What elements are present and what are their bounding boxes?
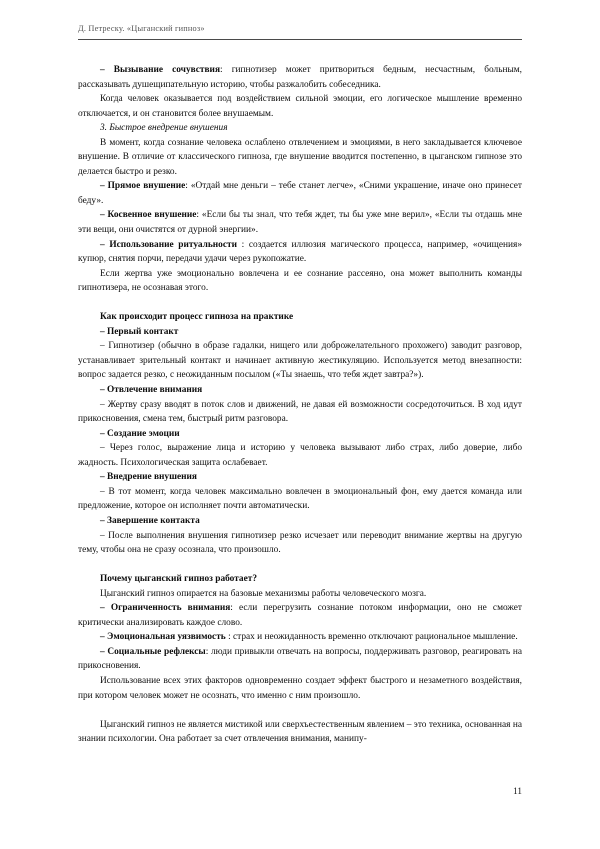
lead-in-ritualnost: – Использование ритуальности — [100, 239, 237, 250]
paragraph-otvlechenie-body: – Жертву сразу вводят в поток слов и движений, не давая ей возможности сосредоточиться. В ход идут прикосновения, смена тем, быстрый ритм разговора. — [78, 399, 522, 425]
paragraph-pervyy-kontakt-body: – Гипнотизер (обычно в образе гадалки, нищего или доброжелательного прохожего) заводит разговор, устанавливает зрительный контакт и начинает активную жестикуляцию. Используется метод внезапности: вопрос задается резко, с неожиданным посылом («Ты знаешь, что тебя ждет завтра?»). — [78, 341, 522, 381]
paragraph-text: : «Отдай мне деньги – тебе станет легче», «Сними украшение, иначе оно принесет беду». — [78, 181, 522, 206]
paragraph-emocionalnaya-uyazvimost — [78, 630, 522, 645]
section-spacer-3 — [78, 703, 522, 718]
paragraph-kosvennoe-vnushenie — [78, 208, 522, 237]
paragraph-vyzyvanie-sochuvstviya — [78, 63, 522, 92]
italic-heading-bystroe-vnedrenie: 3. Быстрое внедрение внушения — [100, 123, 228, 134]
lead-in-kosvennoe: – Косвенное внушение — [100, 210, 197, 221]
lead-in-uyazvimost: – Эмоциональная уязвимость — [100, 632, 226, 643]
header-rule — [78, 39, 522, 40]
paragraph-zhertva-vovlechena: Если жертва уже эмоционально вовлечена и ее сознание рассеяно, она может выполнить команды гипнотизера, не осознавая этого. — [78, 268, 522, 294]
section-spacer-2 — [78, 558, 522, 573]
paragraph-text: : люди привыкли отвечать на вопросы, поддерживать разговор, реагировать на прикосновения. — [78, 646, 522, 672]
section-spacer — [78, 296, 522, 311]
section-heading-pochemu-rabotaet: Почему цыганский гипноз работает? — [100, 574, 258, 585]
subheading-zavershenie-kontakta: – Завершение контакта — [100, 515, 200, 526]
paragraph-sozdanie-emocii-body: – Через голос, выражение лица и историю у человека вызывают либо страх, либо доверие, либо жадность. Психологическая защита ослабевает. — [78, 443, 522, 468]
paragraph-zavershenie-body: – После выполнения внушения гипнотизер резко исчезает или переводит внимание жертвы на другую тему, чтобы она не сразу осознала, что произошло. — [78, 530, 522, 556]
subheading-sozdanie-emocii: – Создание эмоции — [100, 428, 180, 439]
paragraph-ogranichennost-vnimaniya — [78, 601, 522, 630]
paragraph-text: : создается иллюзия магического процесса, например, «очищения» купюр, снятия порчи, передачи удачи через рукопожатие. — [78, 239, 522, 265]
running-head: Д. Петреску. «Цыганский гипноз» — [78, 24, 205, 33]
lead-in-pryamoe: – Прямое внушение — [100, 181, 186, 192]
lead-in-refleksy: – Социальные рефлексы — [100, 646, 206, 657]
lead-in-ogranichennost: – Ограниченность внимания — [100, 603, 231, 614]
paragraph-silnaya-emociya: Когда человек оказывается под воздействием сильной эмоции, его логическое мышление временно отключается, и он становится более внушаемым. — [78, 94, 522, 119]
paragraph-bazovye-mehanizmy: Цыганский гипноз опирается на базовые механизмы работы человеческого мозга. — [100, 588, 427, 599]
paragraph-text: : страх и неожиданность временно отключают рациональное мышление. — [225, 632, 518, 643]
paragraph-socialnye-refleksy — [78, 645, 522, 674]
paragraph-text: : «Если бы ты знал, что тебя ждет, ты бы уже мне верил», «Если ты отдашь мне эти вещи, они очистятся от дурной энергии». — [78, 210, 523, 236]
page-number: 11 — [513, 786, 522, 796]
section-heading-process-na-praktike: Как происходит процесс гипноза на практике — [100, 312, 294, 323]
subheading-vnedrenie-vnusheniya: – Внедрение внушения — [100, 472, 197, 483]
subheading-pervyy-kontakt: – Первый контакт — [100, 326, 179, 337]
body-column — [78, 63, 522, 747]
paragraph-text: : гипнотизер может притвориться бедным, несчастным, больным, рассказывать душещипательную историю, чтобы разжалобить собеседника. — [78, 65, 522, 90]
subheading-otvlechenie-vnimaniya: – Отвлечение внимания — [100, 385, 203, 396]
paragraph-zaklyuchenie: Цыганский гипноз не является мистикой или сверхъестественным явлением – это техника, основанная на знании психологии. Она работает за счет отвлечения внимания, манипу- — [78, 719, 522, 745]
paragraph-vse-faktory: Использование всех этих факторов одновременно создает эффект быстрого и незаметного воздействия, при котором человек может не осознать, что именно с ним произошло. — [78, 675, 522, 701]
paragraph-vnedrenie-body: – В тот момент, когда человек максимально вовлечен в эмоциональный фон, ему дается команда или предложение, которое он исполняет почти автоматически. — [78, 486, 522, 512]
lead-in-vyzyvanie: – Вызывание сочувствия — [100, 65, 220, 75]
paragraph-text: : если перегрузить сознание потоком информации, оно не сможет критически анализировать каждое слово. — [78, 603, 522, 628]
paragraph-pryamoe-vnushenie — [78, 179, 522, 208]
paragraph-ritualnost — [78, 238, 522, 267]
paragraph-klyuchevoe-vnushenie: В момент, когда сознание человека ослаблено отвлечением и эмоциями, в него закладывается ключевое внушение. В отличие от классического гипноза, где внушение вводится постепенно, в цыганском гипнозе это делается быстро и резко. — [78, 137, 522, 177]
